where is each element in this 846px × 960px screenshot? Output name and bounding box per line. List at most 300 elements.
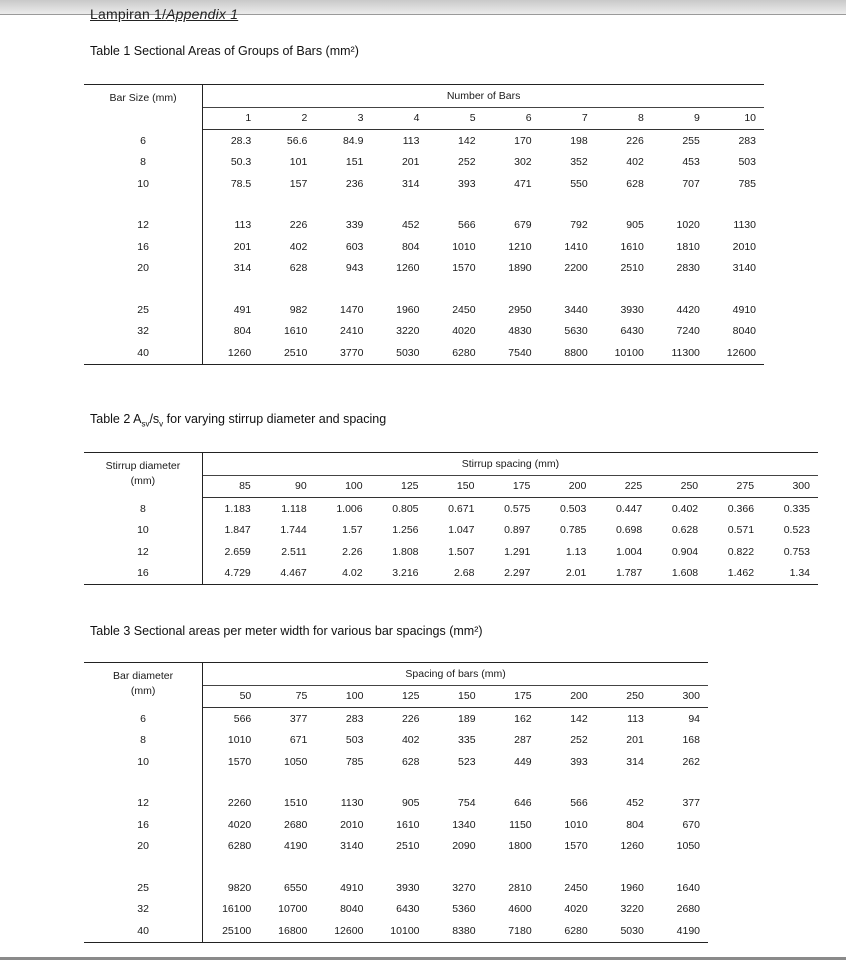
table1-cell: 792 [570,219,588,232]
table3-row-12 [84,793,708,815]
table2-header-row [84,453,818,476]
table1-cell: 3440 [564,303,588,316]
table1-row-40 [84,342,764,364]
table3-cell: 8380 [428,920,484,942]
table3-cell: 6550 [283,881,308,894]
table3-cell: 1510 [283,797,308,810]
table1-cell: 1260 [396,262,420,275]
table2-row-label: 8 [84,498,202,520]
appendix-prefix: Lampiran 1/ [90,6,167,22]
appendix-italic: Appendix 1 [166,6,239,22]
table3-row-label: 10 [84,751,203,773]
table3-cell: 1150 [509,818,532,831]
table2-row-12 [84,541,818,563]
table2-cell: 1.608 [650,563,706,585]
table3-cell: 12600 [315,920,371,942]
table3-row-25 [84,877,708,899]
table1-cell: 1210 [508,240,532,253]
table3-column-label: 125 [371,685,427,708]
table1-cell: 302 [514,156,532,169]
table2-column-label: 225 [594,475,650,498]
table1-row-label: 40 [84,342,203,364]
table3-group-gap [84,857,708,877]
table1-cell: 1960 [396,303,420,316]
table3-cell: 162 [514,712,532,725]
table2-row-label: 16 [84,563,202,585]
table2 [84,452,818,585]
table2-cell: 0.571 [727,524,755,537]
table1-cell: 11300 [652,342,708,364]
table2-cell: 0.402 [671,502,699,515]
table3-cell: 1800 [508,840,532,853]
table3-cell: 2010 [340,818,364,831]
table1-cell: 1410 [564,240,588,253]
table1-cell: 84.9 [342,134,364,147]
table1-column-label: 5 [427,107,483,130]
table3-row-header-line: Bar diameter [113,670,174,682]
table3-cell: 4910 [340,881,364,894]
table2-cell: 1.808 [392,545,419,558]
table1-cell: 339 [345,219,364,232]
table2-cell: 0.575 [504,502,531,515]
table1-cell: 6430 [620,325,644,338]
table1-cell: 3930 [620,303,644,316]
table3-cell: 262 [682,755,700,768]
table1-caption: Table 1 Sectional Areas of Groups of Bars (mm²) [90,44,359,58]
table1-row-25 [84,299,764,321]
table3-row-10 [84,751,708,773]
table1-cell: 603 [345,240,364,253]
table3-gap-cell [84,773,203,793]
table2-row-label: 10 [84,520,202,542]
table3-cell: 10700 [278,903,308,916]
table1-cell: 352 [570,156,588,169]
table3-cell: 4020 [564,903,588,916]
table2-row-16 [84,563,818,585]
table1-cell: 628 [289,262,308,275]
table3-cell: 1340 [452,818,476,831]
table1-cell: 10100 [596,342,652,364]
table1-column-label: 6 [484,107,540,130]
table3-cell: 670 [682,818,700,831]
table1-cell: 113 [402,134,420,147]
table1-cell: 1020 [676,219,700,232]
table1-cell: 12600 [708,342,764,364]
table3-column-label: 200 [540,685,596,708]
table1-cell: 2200 [564,262,588,275]
table1-cell: 101 [289,156,308,169]
table3-row-20 [84,836,708,858]
table1-cell: 252 [458,156,476,169]
table1-cell: 1810 [676,240,700,253]
table1-gap-fill [203,195,764,215]
table2-cell: 2.68 [427,563,483,585]
table3-cell: 6280 [227,840,252,853]
table2-cell: 2.297 [482,563,538,585]
table2-column-label: 100 [315,475,371,498]
table2-column-label: 275 [706,475,762,498]
table1-column-label: 9 [652,107,708,130]
table3-cell: 3270 [452,881,476,894]
table1-row-label: 16 [84,236,203,258]
table1-cell: 453 [682,156,700,169]
table2-cell: 1.006 [336,502,363,515]
table1-cell: 3140 [732,262,756,275]
table2-cell: 0.503 [560,502,587,515]
table3-cell: 1570 [227,755,252,768]
table2-cell: 0.698 [615,524,643,537]
table2-cell: 0.904 [671,545,699,558]
table1-cell: 452 [401,219,420,232]
table1-cell: 8800 [540,342,596,364]
table1-cell: 566 [458,219,476,232]
table2-cell: 1.57 [342,524,363,537]
table3-cell: 523 [458,755,476,768]
table2-cell: 4.02 [315,563,371,585]
table1-cell: 4020 [452,325,476,338]
table3-cell: 5030 [596,920,652,942]
table3-cell: 2680 [676,903,700,916]
table3-row-label: 16 [84,814,203,836]
table1-cell: 3770 [315,342,371,364]
table1-cell: 2010 [732,240,756,253]
table3-cell: 1050 [676,840,700,853]
table1-cell: 142 [458,134,476,147]
table3-row-label: 12 [84,793,203,815]
table1-cell: 402 [289,240,308,253]
table3-caption: Table 3 Sectional areas per meter width for various bar spacings (mm²) [90,624,483,638]
table3-cell: 8040 [340,903,364,916]
table1-cell: 503 [738,156,756,169]
table1-column-label: 10 [708,107,764,130]
table1-group-gap [84,195,764,215]
table3-cell: 6280 [540,920,596,942]
table3-row-label: 40 [84,920,203,942]
table2-cell: 2.01 [538,563,594,585]
table1-row-12 [84,215,764,237]
table3-cell: 7180 [484,920,540,942]
table1-cell: 2510 [620,262,644,275]
table1-cell: 804 [401,240,420,253]
table3-cell: 566 [233,712,252,725]
table1-cell: 905 [626,219,644,232]
table2-cell: 1.13 [565,545,587,558]
table2-column-label: 200 [538,475,594,498]
table2-cell: 0.335 [783,502,810,515]
table3-cell: 2090 [452,840,476,853]
table3-cell: 1130 [340,797,364,810]
table3-cell: 2450 [564,881,588,894]
table2-cell: 2.511 [281,545,307,558]
table2-row-label: 12 [84,541,202,563]
table2-column-label: 175 [482,475,538,498]
table2-cell: 2.26 [342,545,363,558]
table3-row-label: 25 [84,877,203,899]
table2-cell: 1.787 [594,563,650,585]
table1-cell: 707 [682,177,700,190]
table1-cell: 1890 [508,262,532,275]
table1-row-label: 8 [84,152,203,174]
table3-row-header [84,663,203,708]
table2-caption: Table 2 $A_{sv}/s_v$ for varying stirrup diameter and spacing [90,412,387,429]
table1-column-label: 7 [540,107,596,130]
table3-cell: 1960 [620,881,644,894]
table1-column-label: 4 [371,107,427,130]
table1-row-32 [84,321,764,343]
table3-gap-fill [203,773,708,793]
table3-column-label: 250 [596,685,652,708]
table1-cell: 628 [626,177,644,190]
table1-cell: 2510 [259,342,315,364]
table1 [84,84,764,365]
table1-cell: 201 [233,240,252,253]
table2-cell: 0.523 [783,524,810,537]
table2-cell: 4.467 [259,563,315,585]
table2-cell: 0.753 [783,545,810,558]
table1-cell: 236 [345,177,364,190]
table3-cell: 3140 [340,840,364,853]
table3-cell: 9820 [227,881,252,894]
table3-cell: 3930 [396,881,420,894]
table3-cell: 377 [682,797,700,810]
table1-row-label: 6 [84,130,203,152]
table3-cell: 671 [289,734,308,747]
table3-cell: 449 [514,755,532,768]
table1-cell: 5630 [564,325,588,338]
table1-cell: 2410 [340,325,364,338]
table3-cell: 1570 [564,840,588,853]
table3-row-32 [84,899,708,921]
table1-cell: 201 [401,156,420,169]
table1-cell: 2450 [452,303,476,316]
table3-cell: 566 [570,797,588,810]
table1-gap-fill [203,279,764,299]
table3-group-header: Spacing of bars (mm) [203,663,708,686]
table2-cell: 0.671 [448,502,475,515]
table2-column-label: 85 [202,475,258,498]
table3-cell: 4190 [283,840,308,853]
table3-cell: 226 [401,712,420,725]
table1-gap-cell [84,279,203,299]
table1-row-header [84,85,203,130]
table3-cell: 2680 [283,818,308,831]
table1-row-16 [84,236,764,258]
table3-cell: 5360 [452,903,476,916]
table3-column-label: 100 [315,685,371,708]
table3-cell: 314 [626,755,644,768]
table3-cell: 452 [626,797,644,810]
table3-cell: 113 [627,712,644,725]
table1-row-8 [84,152,764,174]
table2-cell: 0.366 [727,502,755,515]
table3-cell: 10100 [371,920,427,942]
table3-column-label: 300 [652,685,708,708]
table1-row-label: 20 [84,258,203,280]
table3-cell: 2510 [396,840,420,853]
table2-column-label: 125 [371,475,427,498]
table1-cell: 255 [682,134,700,147]
table1-cell: 1010 [452,240,476,253]
table3-cell: 1610 [396,818,420,831]
table1-row-20 [84,258,764,280]
table3-row-header-line: (mm) [130,685,156,697]
table2-cell: 1.183 [224,502,251,515]
table3-column-label: 75 [259,685,315,708]
table1-cell: 402 [626,156,644,169]
table3-cell: 628 [401,755,420,768]
table1-cell: 550 [570,177,588,190]
table2-cell: 1.744 [280,524,307,537]
table3-cell: 252 [570,734,588,747]
table1-column-label: 3 [315,107,371,130]
table1-cell: 2830 [676,262,700,275]
table3-cell: 2810 [508,881,532,894]
table2-cell: 2.659 [224,545,251,558]
table1-cell: 6280 [427,342,483,364]
table3-cell: 287 [514,734,532,747]
table3-row-40 [84,920,708,942]
table2-row-header [84,453,202,498]
table1-cell: 8040 [732,325,756,338]
table3-cell: 1010 [227,734,252,747]
table1-cell: 151 [345,156,364,169]
table3-cell: 94 [688,712,700,725]
table2-cell: 3.216 [371,563,427,585]
table2-cell: 0.785 [560,524,587,537]
table2-cell: 1.507 [448,545,475,558]
table1-gap-cell [84,195,203,215]
table3-cell: 16800 [259,920,315,942]
table1-column-label: 1 [203,107,260,130]
table3-column-label: 50 [203,685,260,708]
table1-cell: 28.3 [230,134,252,147]
table3-row-16 [84,814,708,836]
table3-cell: 189 [458,712,476,725]
table1-header-row [84,85,764,108]
table3-row-label: 20 [84,836,203,858]
table1-row-header-line: Bar Size (mm) [109,92,177,104]
table1-cell: 785 [738,177,756,190]
table1-cell: 393 [458,177,476,190]
table1-cell: 113 [234,219,252,232]
table3-cell: 25100 [203,920,260,942]
table1-cell: 314 [401,177,420,190]
table3-cell: 804 [626,818,644,831]
table1-cell: 283 [738,134,756,147]
table3-cell: 503 [345,734,364,747]
table1-cell: 471 [514,177,532,190]
table1-row-6 [84,130,764,152]
table2-cell: 1.004 [615,545,643,558]
table3-row-6 [84,708,708,730]
table2-cell: 1.256 [392,524,419,537]
table3-row-label: 32 [84,899,203,921]
table1-group-header: Number of Bars [203,85,764,108]
table2-column-label: 250 [650,475,706,498]
table2-row-header-line: Stirrup diameter [105,460,181,472]
table1-cell: 1610 [283,325,308,338]
table1-row-label: 12 [84,215,203,237]
table1-cell: 679 [514,219,532,232]
table3-cell: 283 [345,712,364,725]
table3-cell: 393 [570,755,588,768]
table2-row-10 [84,520,818,542]
table1-cell: 5030 [371,342,427,364]
table3-cell: 785 [345,755,364,768]
table1-cell: 804 [233,325,252,338]
table1-cell: 4830 [508,325,532,338]
table3-cell: 1010 [564,818,588,831]
table3-gap-cell [84,857,203,877]
table2-cell: 0.822 [727,545,755,558]
table3-cell: 646 [514,797,532,810]
table2-cell: 0.628 [671,524,699,537]
table1-row-label: 32 [84,321,203,343]
table3-header-row [84,663,708,686]
table3-cell: 4190 [652,920,708,942]
table3-cell: 1640 [676,881,700,894]
table1-cell: 1130 [733,219,756,232]
table3-row-8 [84,730,708,752]
table1-cell: 1260 [203,342,260,364]
table2-group-header: Stirrup spacing (mm) [202,453,818,476]
table3-cell: 168 [682,734,700,747]
table1-cell: 1470 [340,303,364,316]
table3-column-label: 175 [484,685,540,708]
table2-column-label: 300 [762,475,818,498]
table3-row-label: 6 [84,708,203,730]
table1-cell: 314 [233,262,252,275]
table3-cell: 905 [401,797,420,810]
table2-row-8 [84,498,818,520]
table1-cell: 982 [289,303,308,316]
table1-cell: 7540 [484,342,540,364]
table3-cell: 2260 [227,797,252,810]
table1-row-10 [84,173,764,195]
table1-row-label: 10 [84,173,203,195]
table2-cell: 0.897 [504,524,531,537]
table3-cell: 6430 [396,903,420,916]
table3-cell: 1260 [620,840,644,853]
table1-cell: 3220 [396,325,420,338]
table1-cell: 157 [289,177,308,190]
table3-group-gap [84,773,708,793]
table1-cell: 50.3 [230,156,252,169]
table3-cell: 377 [289,712,308,725]
table1-cell: 491 [233,303,252,316]
table3-cell: 402 [401,734,420,747]
table3-cell: 201 [626,734,644,747]
table2-row-header-line: (mm) [130,475,156,487]
table1-row-label: 25 [84,299,203,321]
table1-group-gap [84,279,764,299]
table2-cell: 1.462 [706,563,762,585]
table1-cell: 2950 [508,303,532,316]
table2-cell: 1.847 [224,524,251,537]
table1-column-label: 8 [596,107,652,130]
table1-cell: 226 [289,219,308,232]
table3-cell: 4020 [227,818,252,831]
table1-cell: 4420 [676,303,700,316]
table1-cell: 7240 [676,325,700,338]
table2-cell: 1.34 [762,563,818,585]
table3-cell: 335 [458,734,476,747]
table3-cell: 4600 [508,903,532,916]
table1-cell: 1570 [452,262,476,275]
table1-cell: 226 [626,134,644,147]
table3-cell: 754 [458,797,476,810]
table2-cell: 0.805 [392,502,419,515]
